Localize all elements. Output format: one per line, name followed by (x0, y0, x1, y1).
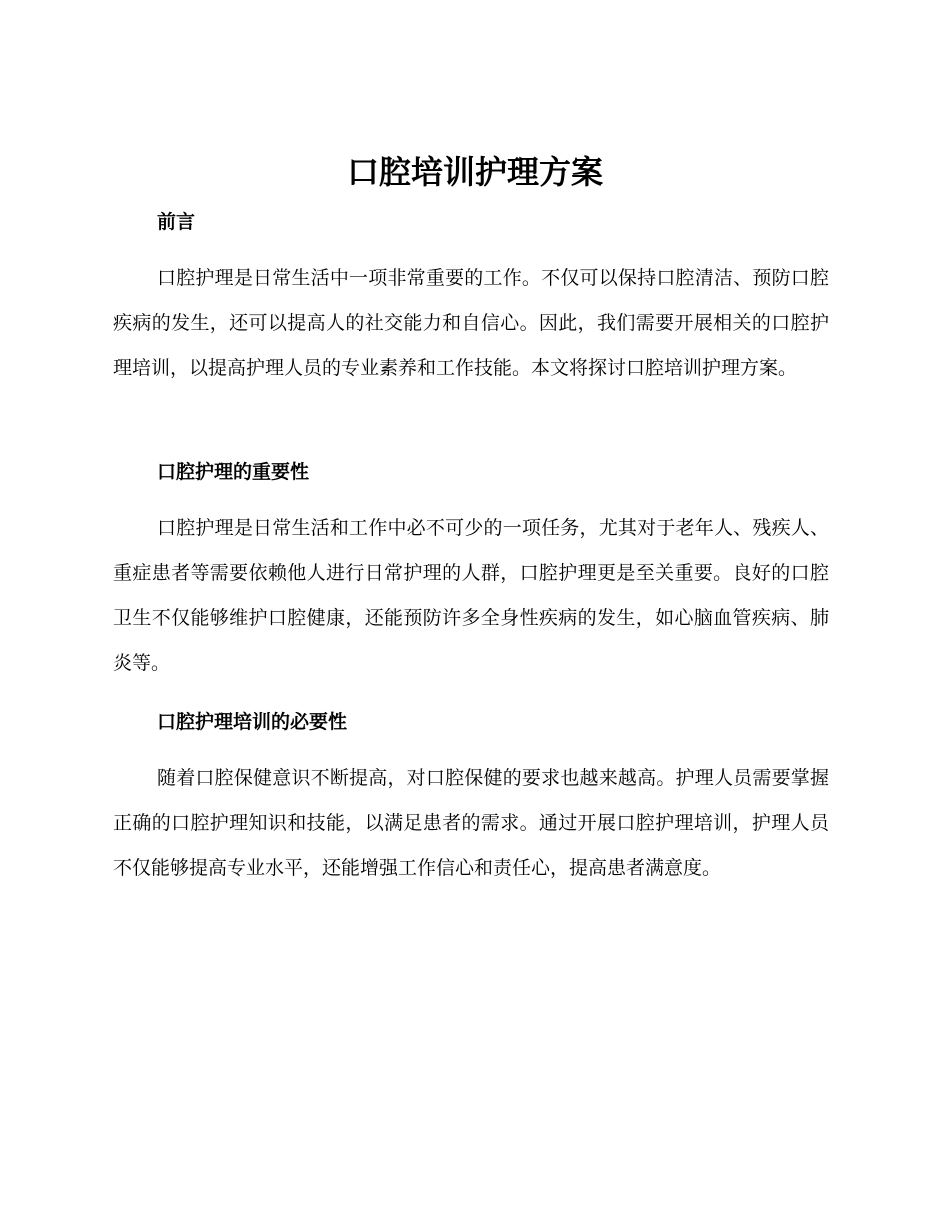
section-paragraph-preface: 口腔护理是日常生活中一项非常重要的工作。不仅可以保持口腔清洁、预防口腔疾病的发生，还可以提高人的社交能力和自信心。因此，我们需要开展相关的口腔护理培训，以提高护理人员的专业素养和工作技能。本文将探讨口腔培训护理方案。 (113, 267, 829, 379)
section-paragraph-importance: 口腔护理是日常生活和工作中必不可少的一项任务，尤其对于老年人、残疾人、重症患者等需要依赖他人进行日常护理的人群，口腔护理更是至关重要。良好的口腔卫生不仅能够维护口腔健康，还能预防许多全身性疾病的发生，如心脑血管疾病、肺炎等。 (113, 517, 829, 674)
section-heading-preface: 前言 (157, 211, 196, 233)
section-heading-importance: 口腔护理的重要性 (157, 461, 310, 483)
section-heading-necessity: 口腔护理培训的必要性 (157, 711, 348, 733)
document-title: 口腔培训护理方案 (346, 153, 603, 191)
section-paragraph-necessity: 随着口腔保健意识不断提高，对口腔保健的要求也越来越高。护理人员需要掌握正确的口腔护理知识和技能，以满足患者的需求。通过开展口腔护理培训，护理人员不仅能够提高专业水平，还能增强工作信心和责任心，提高患者满意度。 (113, 767, 829, 879)
